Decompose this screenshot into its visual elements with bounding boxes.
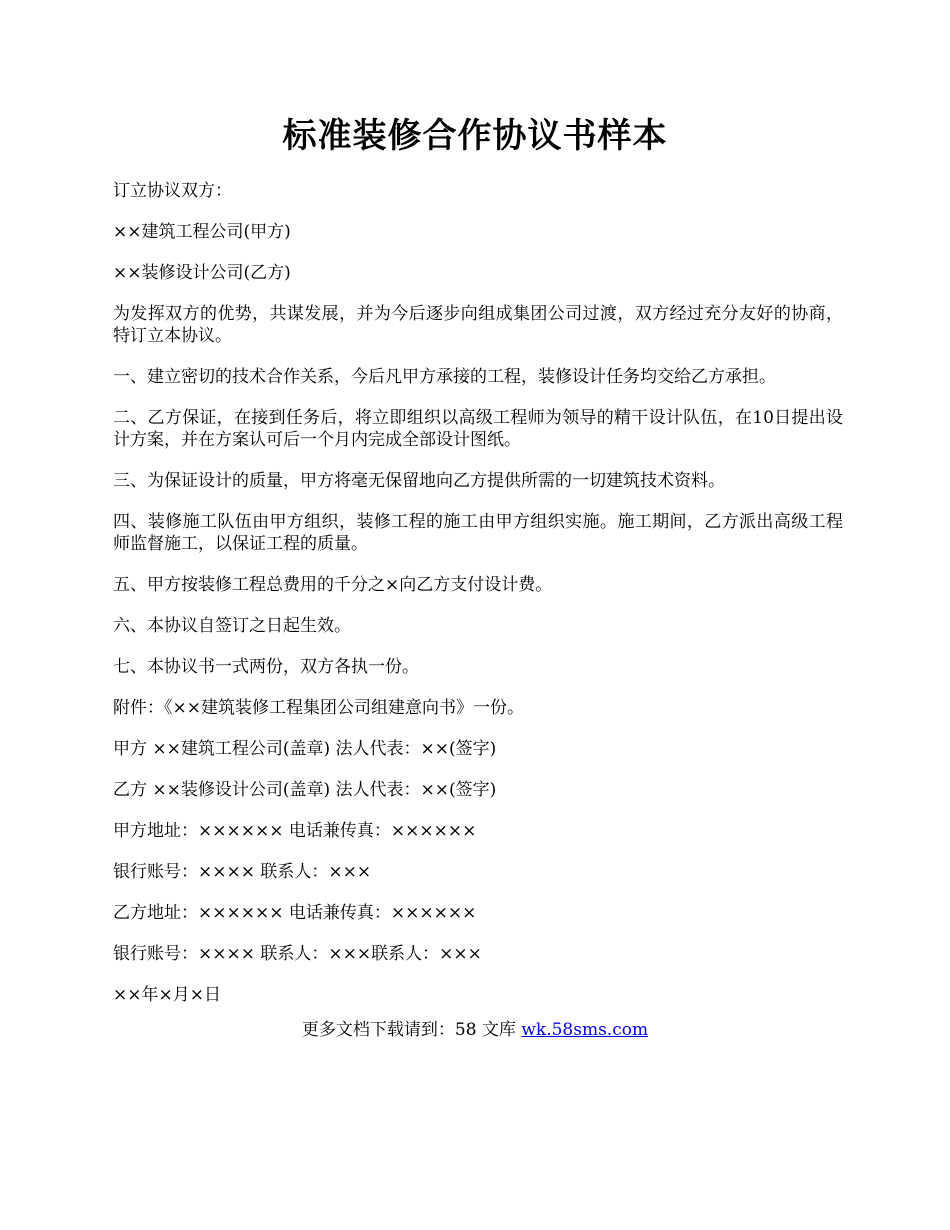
paragraph-attachment: 附件：《××建筑装修工程集团公司组建意向书》一份。 — [113, 698, 524, 718]
paragraph-bank-b: 银行账号：×××× 联系人：×××联系人：××× — [113, 944, 482, 964]
paragraph-date: ××年×月×日 — [113, 985, 221, 1005]
paragraph-address-a: 甲方地址：×××××× 电话兼传真：×××××× — [113, 821, 477, 841]
paragraph-signature-b: 乙方 ××装修设计公司(盖章) 法人代表：××(签字) — [113, 780, 497, 800]
paragraph-party-a: ××建筑工程公司(甲方) — [113, 222, 291, 242]
paragraph-clause-3: 三、为保证设计的质量，甲方将毫无保留地向乙方提供所需的一切建筑技术资料。 — [113, 471, 725, 491]
paragraph-clause-7: 七、本协议书一式两份，双方各执一份。 — [113, 657, 419, 677]
paragraph-clause-2: 二、乙方保证，在接到任务后，将立即组织以高级工程师为领导的精干设计队伍，在10日提出设计方案，并在方案认可后一个月内完成全部设计图纸。 — [113, 408, 843, 450]
paragraph-clause-1: 一、建立密切的技术合作关系，今后凡甲方承接的工程，装修设计任务均交给乙方承担。 — [113, 367, 776, 387]
document-body — [113, 180, 843, 1025]
paragraph-preamble: 为发挥双方的优势，共谋发展，并为今后逐步向组成集团公司过渡，双方经过充分友好的协商，特订立本协议。 — [113, 304, 843, 346]
paragraph-address-b: 乙方地址：×××××× 电话兼传真：×××××× — [113, 903, 477, 923]
paragraph-party-b: ××装修设计公司(乙方) — [113, 263, 291, 283]
paragraph-clause-6: 六、本协议自签订之日起生效。 — [113, 616, 351, 636]
paragraph-bank-a: 银行账号：×××× 联系人：××× — [113, 862, 372, 882]
footer-text: 更多文档下载请到：58 文库 — [301, 1020, 522, 1040]
document-title: 标准装修合作协议书样本 — [282, 116, 668, 156]
paragraph-signature-a: 甲方 ××建筑工程公司(盖章) 法人代表：××(签字) — [113, 739, 497, 759]
paragraph-clause-4: 四、装修施工队伍由甲方组织，装修工程的施工由甲方组织实施。施工期间，乙方派出高级工程师监督施工，以保证工程的质量。 — [113, 512, 843, 554]
footer — [0, 1019, 950, 1041]
paragraph-parties-intro: 订立协议双方： — [113, 181, 232, 201]
footer-link[interactable]: wk.58sms.com — [521, 1020, 649, 1040]
paragraph-clause-5: 五、甲方按装修工程总费用的千分之×向乙方支付设计费。 — [113, 575, 553, 595]
